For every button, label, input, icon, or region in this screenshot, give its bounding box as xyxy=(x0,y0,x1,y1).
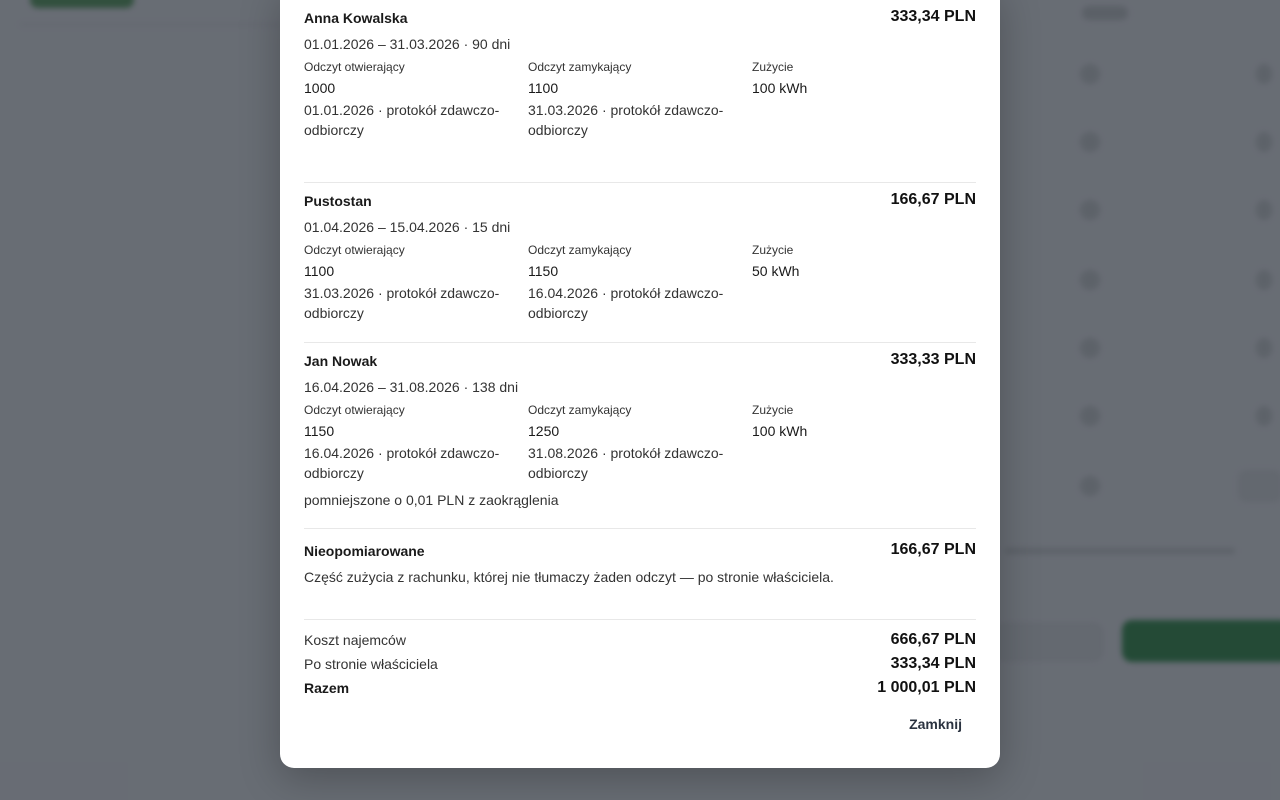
tenant-period: 01.01.2026 – 31.03.2026 · 90 dni xyxy=(304,36,511,52)
usage-label: Zużycie xyxy=(752,403,794,417)
closing-reading-label: Odczyt zamykający xyxy=(528,403,632,417)
breakdown-content xyxy=(304,0,976,700)
usage xyxy=(752,59,976,140)
rounding-note: pomniejszone o 0,01 PLN z zaokrąglenia xyxy=(304,492,559,508)
opening-reading xyxy=(304,242,528,323)
tenant-name: Anna Kowalska xyxy=(304,10,408,26)
readings-row xyxy=(304,59,976,140)
owner-cost-label: Po stronie właściciela xyxy=(304,656,438,672)
opening-reading xyxy=(304,402,528,483)
tenants-cost-value: 666,67 PLN xyxy=(890,631,976,648)
breakdown-dialog xyxy=(280,0,1000,768)
owner-cost-row xyxy=(304,652,976,676)
closing-reading xyxy=(528,242,752,323)
tenants-cost-row xyxy=(304,628,976,652)
tenants-cost-label: Koszt najemców xyxy=(304,632,406,648)
opening-reading-value: 1000 xyxy=(304,80,336,96)
opening-reading-label: Odczyt otwierający xyxy=(304,60,405,74)
unmetered-title: Nieopomiarowane xyxy=(304,543,425,559)
usage-value: 100 kWh xyxy=(752,423,808,439)
opening-reading-value: 1100 xyxy=(304,263,335,279)
readings-row xyxy=(304,242,976,323)
closing-reading-label: Odczyt zamykający xyxy=(528,60,632,74)
tenant-section xyxy=(304,183,976,343)
opening-reading-note: 31.03.2026 · protokół zdawczo-odbiorczy xyxy=(304,285,500,321)
tenant-amount: 166,67 PLN xyxy=(890,191,976,208)
usage xyxy=(752,402,976,483)
closing-reading-note: 31.08.2026 · protokół zdawczo-odbiorczy xyxy=(528,445,724,481)
total-value: 1 000,01 PLN xyxy=(877,679,976,696)
close-button[interactable]: Zamknij xyxy=(895,710,976,738)
owner-cost-value: 333,34 PLN xyxy=(890,655,976,672)
unmetered-amount: 166,67 PLN xyxy=(890,541,976,558)
total-label: Razem xyxy=(304,680,350,696)
opening-reading xyxy=(304,59,528,140)
closing-reading-label: Odczyt zamykający xyxy=(528,243,632,257)
opening-reading-label: Odczyt otwierający xyxy=(304,403,405,417)
readings-row xyxy=(304,402,976,483)
tenant-section xyxy=(304,343,976,529)
usage xyxy=(752,242,976,323)
totals xyxy=(304,620,976,700)
closing-reading-value: 1250 xyxy=(528,423,560,439)
total-row xyxy=(304,676,976,700)
tenant-section xyxy=(304,0,976,183)
unmetered-section xyxy=(304,529,976,620)
tenant-amount: 333,34 PLN xyxy=(890,8,976,25)
closing-reading-note: 16.04.2026 · protokół zdawczo-odbiorczy xyxy=(528,285,724,321)
closing-reading xyxy=(528,402,752,483)
closing-reading-value: 1100 xyxy=(528,80,559,96)
closing-reading xyxy=(528,59,752,140)
opening-reading-note: 16.04.2026 · protokół zdawczo-odbiorczy xyxy=(304,445,500,481)
closing-reading-note: 31.03.2026 · protokół zdawczo-odbiorczy xyxy=(528,102,724,138)
closing-reading-value: 1150 xyxy=(528,263,559,279)
tenant-name: Jan Nowak xyxy=(304,353,378,369)
usage-label: Zużycie xyxy=(752,60,794,74)
usage-value: 100 kWh xyxy=(752,80,808,96)
tenant-name: Pustostan xyxy=(304,193,372,209)
usage-value: 50 kWh xyxy=(752,263,800,279)
tenant-period: 01.04.2026 – 15.04.2026 · 15 dni xyxy=(304,219,511,235)
usage-label: Zużycie xyxy=(752,243,794,257)
unmetered-description: Część zużycia z rachunku, której nie tłumaczy żaden odczyt — po stronie właściciela. xyxy=(304,569,834,585)
opening-reading-label: Odczyt otwierający xyxy=(304,243,405,257)
opening-reading-value: 1150 xyxy=(304,423,335,439)
tenant-period: 16.04.2026 – 31.08.2026 · 138 dni xyxy=(304,379,519,395)
opening-reading-note: 01.01.2026 · protokół zdawczo-odbiorczy xyxy=(304,102,500,138)
tenant-amount: 333,33 PLN xyxy=(890,351,976,368)
